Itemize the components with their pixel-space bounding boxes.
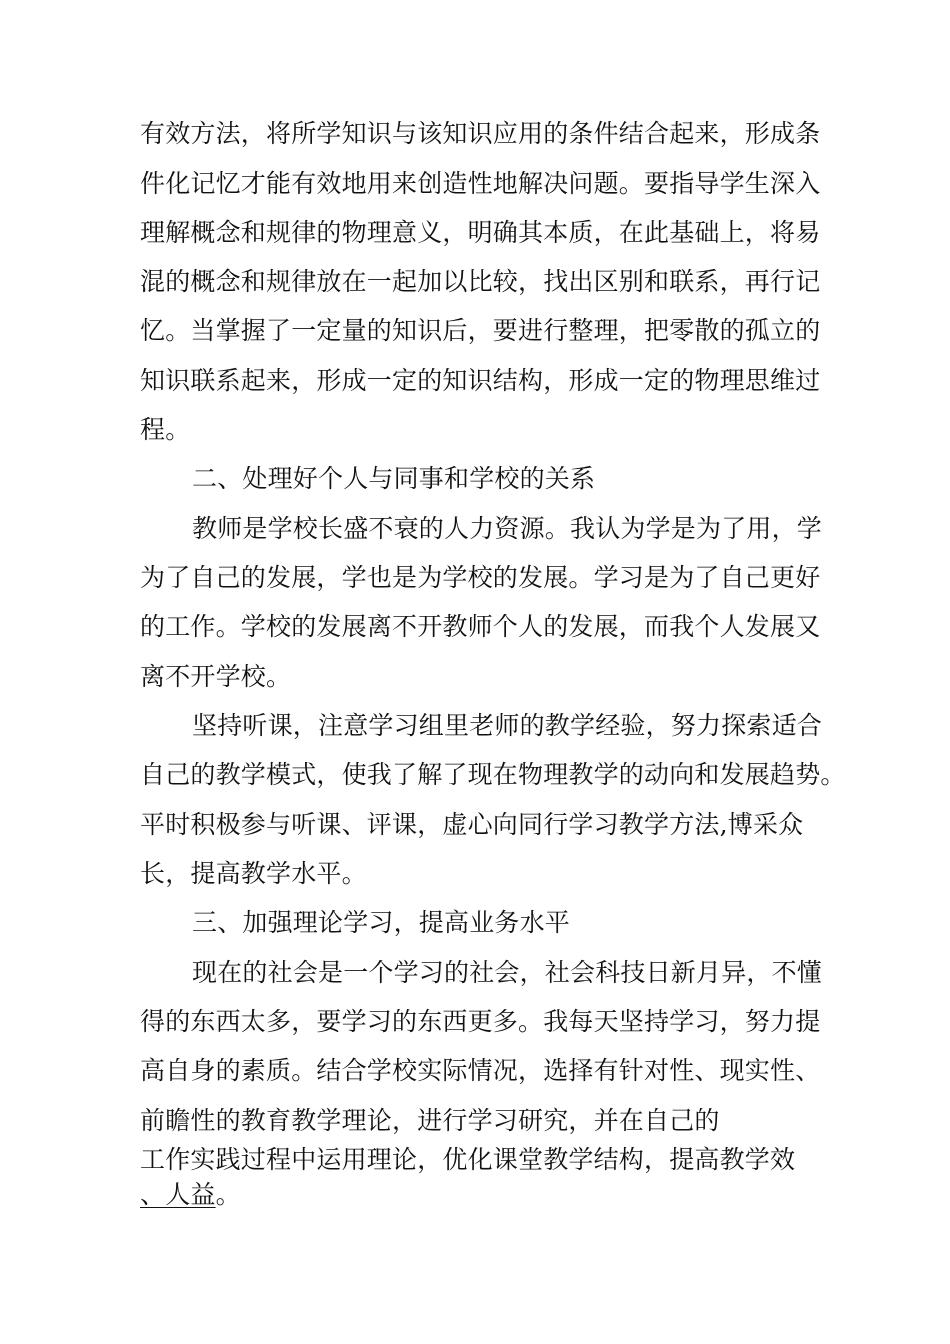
line-tail: 。: [215, 1180, 241, 1209]
paragraph-line: 有效方法，将所学知识与该知识应用的条件结合起来，形成条: [140, 119, 821, 148]
paragraph-line: 高自身的素质。结合学校实际情况，选择有针对性、现实性、: [140, 1056, 821, 1085]
paragraph-line: 为了自己的发展，学也是为学校的发展。学习是为了自己更好: [140, 563, 821, 592]
paragraph-line: 知识联系起来，形成一定的知识结构，形成一定的物理思维过: [140, 366, 821, 395]
underlined-text: 、人益: [140, 1180, 216, 1209]
paragraph-line: 离不开学校。: [140, 662, 292, 691]
section-heading-3: 三、加强理论学习，提高业务水平: [192, 908, 571, 937]
paragraph-line: 教师是学校长盛不衰的人力资源。我认为学是为了用，学: [192, 514, 823, 543]
paragraph-line: 平时积极参与听课、评课，虚心向同行学习教学方法,博采众: [140, 810, 804, 839]
paragraph-line: 混的概念和规律放在一起加以比较，找出区别和联系，再行记: [140, 267, 821, 296]
paragraph-line: 理解概念和规律的物理意义，明确其本质，在此基础上，将易: [140, 218, 821, 247]
paragraph-line: 自己的教学模式，使我了解了现在物理教学的动向和发展趋势。: [140, 760, 846, 789]
section-heading-2: 二、处理好个人与同事和学校的关系: [192, 464, 596, 493]
paragraph-line: 的工作。学校的发展离不开教师个人的发展，而我个人发展又: [140, 612, 821, 641]
paragraph-line: 程。: [140, 415, 191, 444]
paragraph-line: 前瞻性的教育教学理论，进行学习研究，并在自己的: [140, 1106, 720, 1135]
paragraph-line: 长，提高教学水平。: [140, 859, 367, 888]
paragraph-line: 现在的社会是一个学习的社会，社会科技日新月异，不懂: [192, 958, 823, 987]
paragraph-line: 得的东西太多，要学习的东西更多。我每天坚持学习，努力提: [140, 1007, 821, 1036]
paragraph-line: 工作实践过程中运用理论，优化课堂教学结构，提高教学效: [140, 1145, 796, 1174]
paragraph-line: 忆。当掌握了一定量的知识后，要进行整理，把零散的孤立的: [140, 316, 821, 345]
paragraph-line: 坚持听课，注意学习组里老师的教学经验，努力探索适合: [192, 711, 823, 740]
paragraph-line: 件化记忆才能有效地用来创造性地解决问题。要指导学生深入: [140, 169, 821, 198]
paragraph-last-line: [140, 1180, 241, 1210]
